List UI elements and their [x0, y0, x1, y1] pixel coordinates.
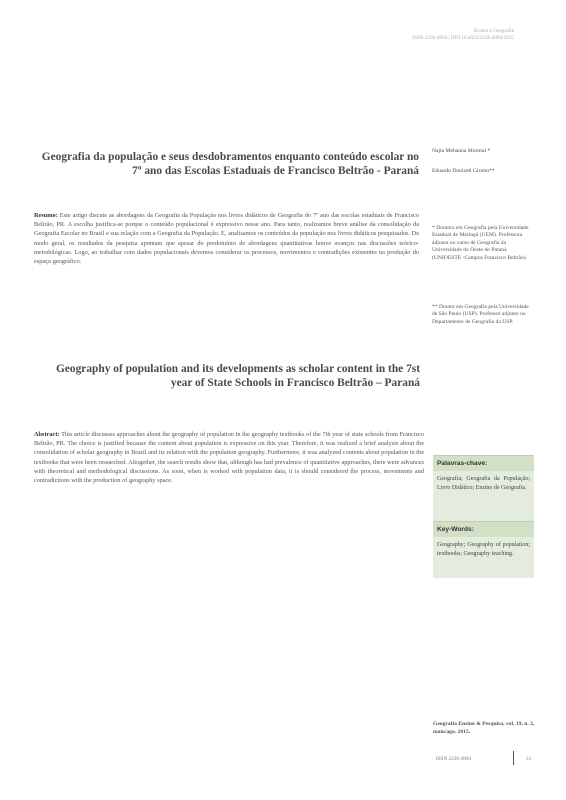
author-note-1: * Doutora em Geografia pela Universidade Estadual de Maringá (UEM). Professora adjunta no curso de Geografia da Universidade do Oeste do Paraná (UNIOESTE -Campus Francisco Beltrão).	[432, 225, 529, 261]
doi-line: ISSN 2236-4994 | DOI 10.4025/2236-4994/2015	[412, 35, 514, 41]
author-2: Eduardo Donizeti Girotto**	[432, 168, 495, 174]
authors	[432, 148, 532, 188]
page-number: 51	[526, 756, 532, 762]
footer-issn: ISSN 2236-4994	[436, 756, 472, 762]
abstract-pt-text: Este artigo discute as abordagens da Geografia da População nos livros didáticos de Geografia do 7º ano das escolas estaduais de Francisco Beltrão, PR. A escolha justifica-se porque o conteúdo populacional é expressivo nesse ano. Para tanto, realizamos breve análise da consolidação da Geografia Escolar no Brasil e sua relação com a Geografia da População. E, analisamos os conteúdos da população nos livros didáticos pesquisados. De modo geral, os resultados da pesquisa apontam que apesar do predomínio de abordagens quantitativas houve avanços nas discussões teórico-metodológicas. Logo, ao trabalhar com dados populacionais devemos considerar os processos, movimentos e contradições existentes na produção do espaço geográfico.	[34, 212, 419, 266]
footer-divider	[513, 751, 514, 765]
abstract-pt-label: Resumo:	[34, 212, 58, 219]
abstract-portuguese	[34, 211, 419, 266]
abstract-english	[34, 430, 424, 485]
author-note-2: ** Doutor em Geografia pela Universidade de São Paulo (USP). Professor adjunto no Departamento de Geografia da USP.	[432, 304, 529, 325]
title-english: Geography of population and its developments as scholar content in the 7st year of State Schools in Francisco Beltrão – Paraná	[55, 363, 420, 389]
journal-citation: Geografia Ensino & Pesquisa, vol. 19, n. 2, maio/ago. 2015.	[433, 721, 535, 735]
abstract-en-text: This article discusses approaches about the geography of population in the geography textbooks of the 7th year of state schools from Francisco Beltrão, PR. The choice is justified because the content about population is expressive on this year. Therefore, it was realized a brief analysis about the consolidation of scholar geography in Brazil and its relation with the population geography. Furthermore, it was analyzed contents about population in the textbooks that were been researched. Altogether, the search results show that, although has had prevalence of quantitative approaches, there were advances with theoretical and methodological discussions. As soon, when is worked with population data, it is should considered the process, movements and contradictions with the production of geography space.	[34, 431, 424, 485]
running-header	[384, 28, 514, 42]
author-1: Najla Mehanna Mormul *	[432, 148, 491, 154]
keywords-en-box	[433, 521, 534, 578]
keywords-en-text: Geography; Geography of population; textbooks; Geography teaching.	[437, 542, 530, 557]
journal-short-name: Ensino e Geografia	[473, 28, 514, 34]
abstract-en-label: Abstract:	[34, 431, 60, 438]
keywords-pt-text: Geografia; Geografia da População; Livro Didático; Ensino de Geografia.	[437, 476, 530, 491]
keywords-pt-heading: Palavras-chave:	[433, 456, 534, 471]
title-portuguese: Geografia da população e seus desdobramentos enquanto conteúdo escolar no 7º ano das Escolas Estaduais de Francisco Beltrão - Paraná	[41, 151, 419, 177]
keywords-en-heading: Key-Words:	[433, 522, 534, 537]
